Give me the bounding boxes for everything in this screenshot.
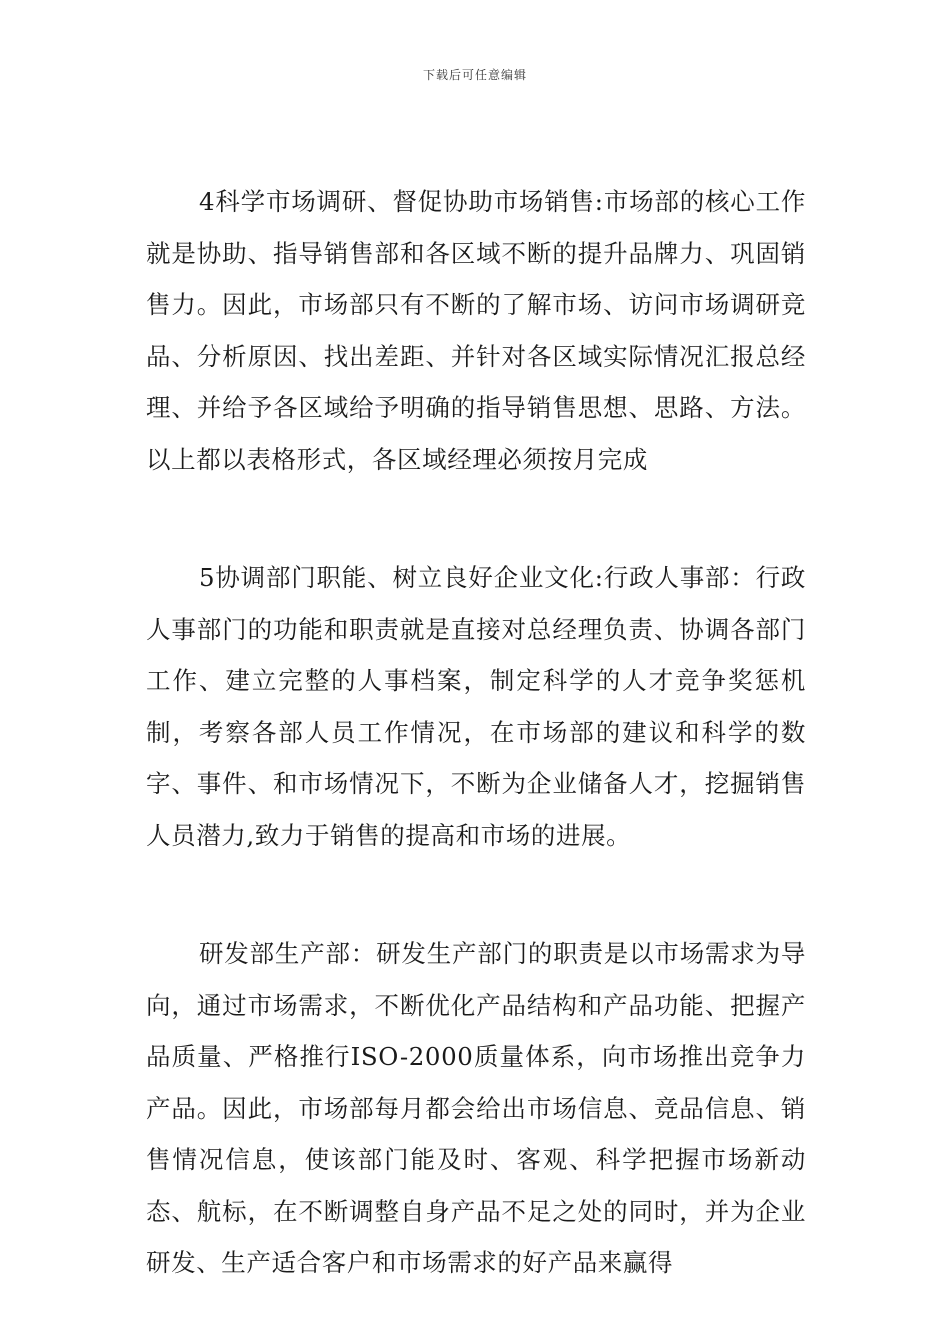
page-header-note: 下载后可任意编辑 (422, 68, 527, 82)
document-body (146, 176, 806, 1344)
paragraph-rd-production: 研发部生产部：研发生产部门的职责是以市场需求为导向，通过市场需求，不断优化产品结构和产品功能、把握产品质量、严格推行ISO-2000质量体系，向市场推出竞争力产品。因此，市场部每月都会给出市场信息、竞品信息、销售情况信息，使该部门能及时、客观、科学把握市场新动态、航标，在不断调整自身产品不足之处的同时，并为企业研发、生产适合客户和市场需求的好产品来赢得 (146, 939, 806, 1277)
paragraph-market-research: 4科学市场调研、督促协助市场销售:市场部的核心工作就是协助、指导销售部和各区域不断的提升品牌力、巩固销售力。因此，市场部只有不断的了解市场、访问市场调研竞品、分析原因、找出差距、并针对各区域实际情况汇报总经理、并给予各区域给予明确的指导销售思想、思路、方法。以上都以表格形式，各区域经理必须按月完成 (146, 187, 806, 474)
paragraph-hr-department: 5协调部门职能、树立良好企业文化:行政人事部：行政人事部门的功能和职责就是直接对总经理负责、协调各部门工作、建立完整的人事档案，制定科学的人才竞争奖惩机制，考察各部人员工作情况，在市场部的建议和科学的数字、事件、和市场情况下，不断为企业储备人才，挖掘销售人员潜力,致力于销售的提高和市场的进展。 (146, 563, 806, 850)
